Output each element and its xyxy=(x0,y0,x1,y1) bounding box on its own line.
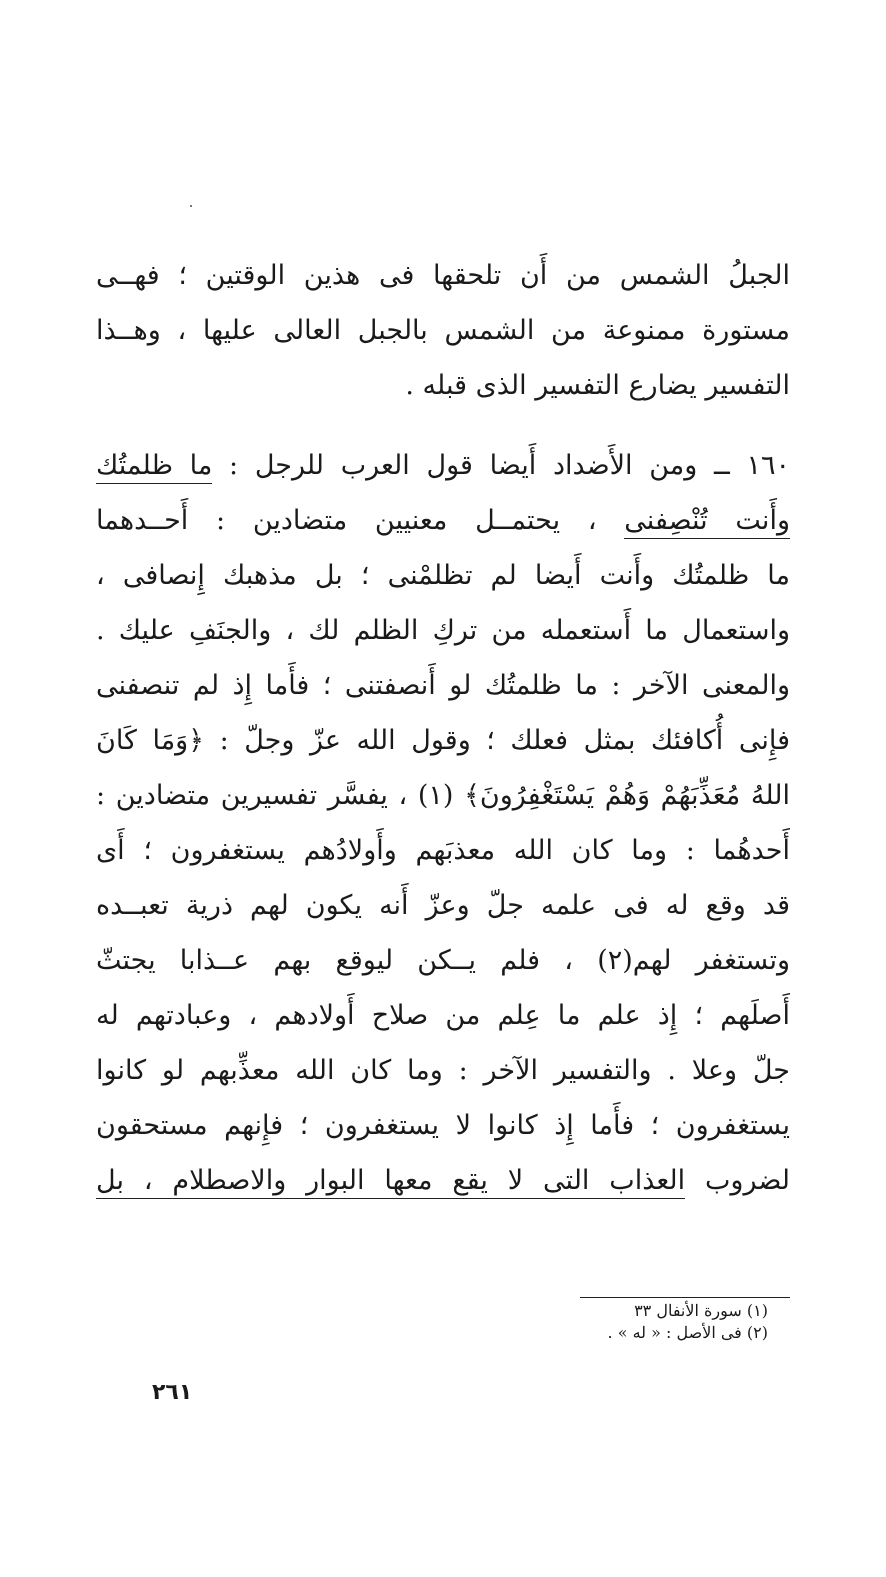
text-line: الجبلُ الشمس من أَن تلحقها فى هذين الوقتين ؛ فهــى xyxy=(96,260,790,291)
text-line: فإِنى أُكافئك بمثل فعلك ؛ وقول الله عزّ وجلّ : ﴿وَمَا كَانَ xyxy=(96,725,790,756)
entry-intro: ١٦٠ ــ ومن الأَضداد أَيضا قول العرب للرجل : xyxy=(212,450,790,481)
text-line: ما ظلمتُك وأَنت أَيضا لم تظلمْنى ؛ بل مذهبك إِنصافى ، xyxy=(96,560,790,591)
text-line: أَحدهُما : وما كان الله معذبَهم وأَولادُهم يستغفرون ؛ أَى xyxy=(96,835,790,866)
text-line-quran-verse: اللهُ مُعَذِّبَهُمْ وَهُمْ يَسْتَغْفِرُونَ﴾ (١) ، يفسَّر تفسيرين متضادين : xyxy=(96,780,790,811)
text-line: مستورة ممنوعة من الشمس بالجبل العالى عليها ، وهــذا xyxy=(96,315,790,346)
text-line: والمعنى الآخر : ما ظلمتُك لو أَنصفتنى ؛ فأَما إِذ لم تنصفنى xyxy=(96,670,790,701)
page-number: ٢٦١ xyxy=(152,1380,193,1405)
underlined-phrase: وأَنت تُنْصِفنى xyxy=(624,505,790,539)
text-line: يستغفرون ؛ فأَما إِذ كانوا لا يستغفرون ؛ فإِنهم مستحقون xyxy=(96,1110,790,1141)
text-segment: ، يحتمــل معنيين متضادين : أَحــدهما xyxy=(96,505,625,536)
paragraph-continuation xyxy=(96,248,790,413)
text-line xyxy=(96,1153,790,1208)
underlined-phrase: العذاب التى لا يقع معها البوار والاصطلام ، بل xyxy=(96,1165,685,1199)
text-line: جلّ وعلا . والتفسير الآخر : وما كان الله معذِّبهم لو كانوا xyxy=(96,1055,790,1086)
footnotes xyxy=(608,1300,768,1344)
text-segment: لضروب xyxy=(685,1165,790,1196)
text-line: وتستغفر لهم(٢) ، فلم يــكن ليوقع بهم عــذابا يجتثّ xyxy=(96,945,790,976)
footnote-2: (٢) فى الأصل : « له » . xyxy=(607,1323,768,1342)
text-line: قد وقع له فى علمه جلّ وعزّ أَنه يكون لهم ذرية تعبــده xyxy=(96,890,790,921)
text-line: التفسير يضارع التفسير الذى قبله . xyxy=(405,370,790,401)
text-line: واستعمال ما أَستعمله من تركِ الظلم لك ، والجنَفِ عليك . xyxy=(96,615,790,646)
underlined-phrase: ما ظلمتُك xyxy=(96,450,212,484)
footnote-1: (١) سورة الأنفال ٣٣ xyxy=(634,1301,768,1320)
text-line xyxy=(96,493,790,548)
scan-speck xyxy=(190,205,192,207)
paragraph-160 xyxy=(96,438,790,1208)
text-line-heading xyxy=(96,438,790,493)
footnote-separator xyxy=(580,1297,790,1298)
text-line: أَصلَهم ؛ إِذ علم ما عِلم من صلاح أَولادهم ، وعبادتهم له xyxy=(96,1000,790,1031)
